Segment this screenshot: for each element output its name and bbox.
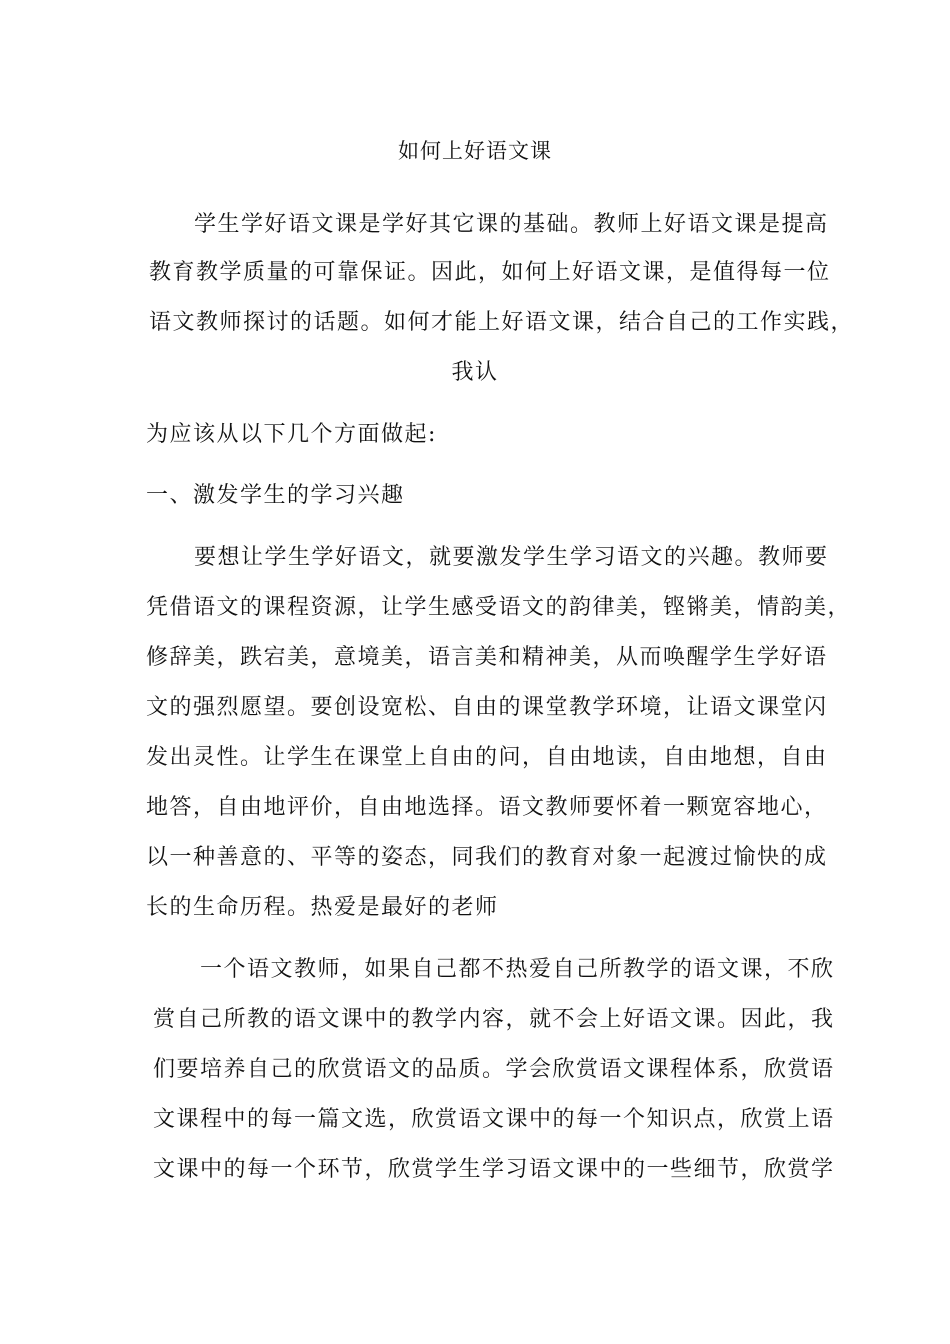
text-line-3: 语文教师探讨的话题。如何才能上好语文课，结合自己的工作实践， <box>149 310 855 335</box>
text-line-10: 文的强烈愿望。要创设宽松、自由的课堂教学环境，让语文课堂闪 <box>146 695 828 720</box>
text-line-16: 赏自己所教的语文课中的教学内容，就不会上好语文课。因此，我 <box>153 1007 835 1032</box>
text-line-15: 一个语文教师，如果自己都不热爱自己所教学的语文课，不欣 <box>200 957 835 982</box>
text-line-4: 我认 <box>451 360 499 385</box>
text-line-9: 修辞美，跌宕美，意境美，语言美和精神美，从而唤醒学生学好语 <box>146 645 828 670</box>
text-line-11: 发出灵性。让学生在课堂上自由的问，自由地读，自由地想，自由 <box>146 745 828 770</box>
text-line-13: 以一种善意的、平等的姿态，同我们的教育对象一起渡过愉快的成 <box>146 845 828 870</box>
text-line-17: 们要培养自己的欣赏语文的品质。学会欣赏语文课程体系，欣赏语 <box>153 1057 835 1082</box>
text-line-5: 为应该从以下几个方面做起: <box>146 422 437 447</box>
text-line-1: 学生学好语文课是学好其它课的基础。教师上好语文课是提高 <box>194 212 829 237</box>
text-line-14: 长的生命历程。热爱是最好的老师 <box>146 895 499 920</box>
document-title: 如何上好语文课 <box>398 139 552 163</box>
text-line-19: 文课中的每一个环节，欣赏学生学习语文课中的一些细节，欣赏学 <box>153 1157 835 1182</box>
text-line-12: 地答，自由地评价，自由地选择。语文教师要怀着一颗宽容地心， <box>146 795 828 820</box>
text-line-7: 要想让学生学好语文，就要激发学生学习语文的兴趣。教师要 <box>194 545 829 570</box>
text-line-8: 凭借语文的课程资源，让学生感受语文的韵律美，铿锵美，情韵美， <box>146 595 852 620</box>
section-heading-1: 一、激发学生的学习兴趣 <box>146 483 405 508</box>
text-line-18: 文课程中的每一篇文选，欣赏语文课中的每一个知识点，欣赏上语 <box>153 1107 835 1132</box>
text-line-2: 教育教学质量的可靠保证。因此，如何上好语文课，是值得每一位 <box>149 260 831 285</box>
